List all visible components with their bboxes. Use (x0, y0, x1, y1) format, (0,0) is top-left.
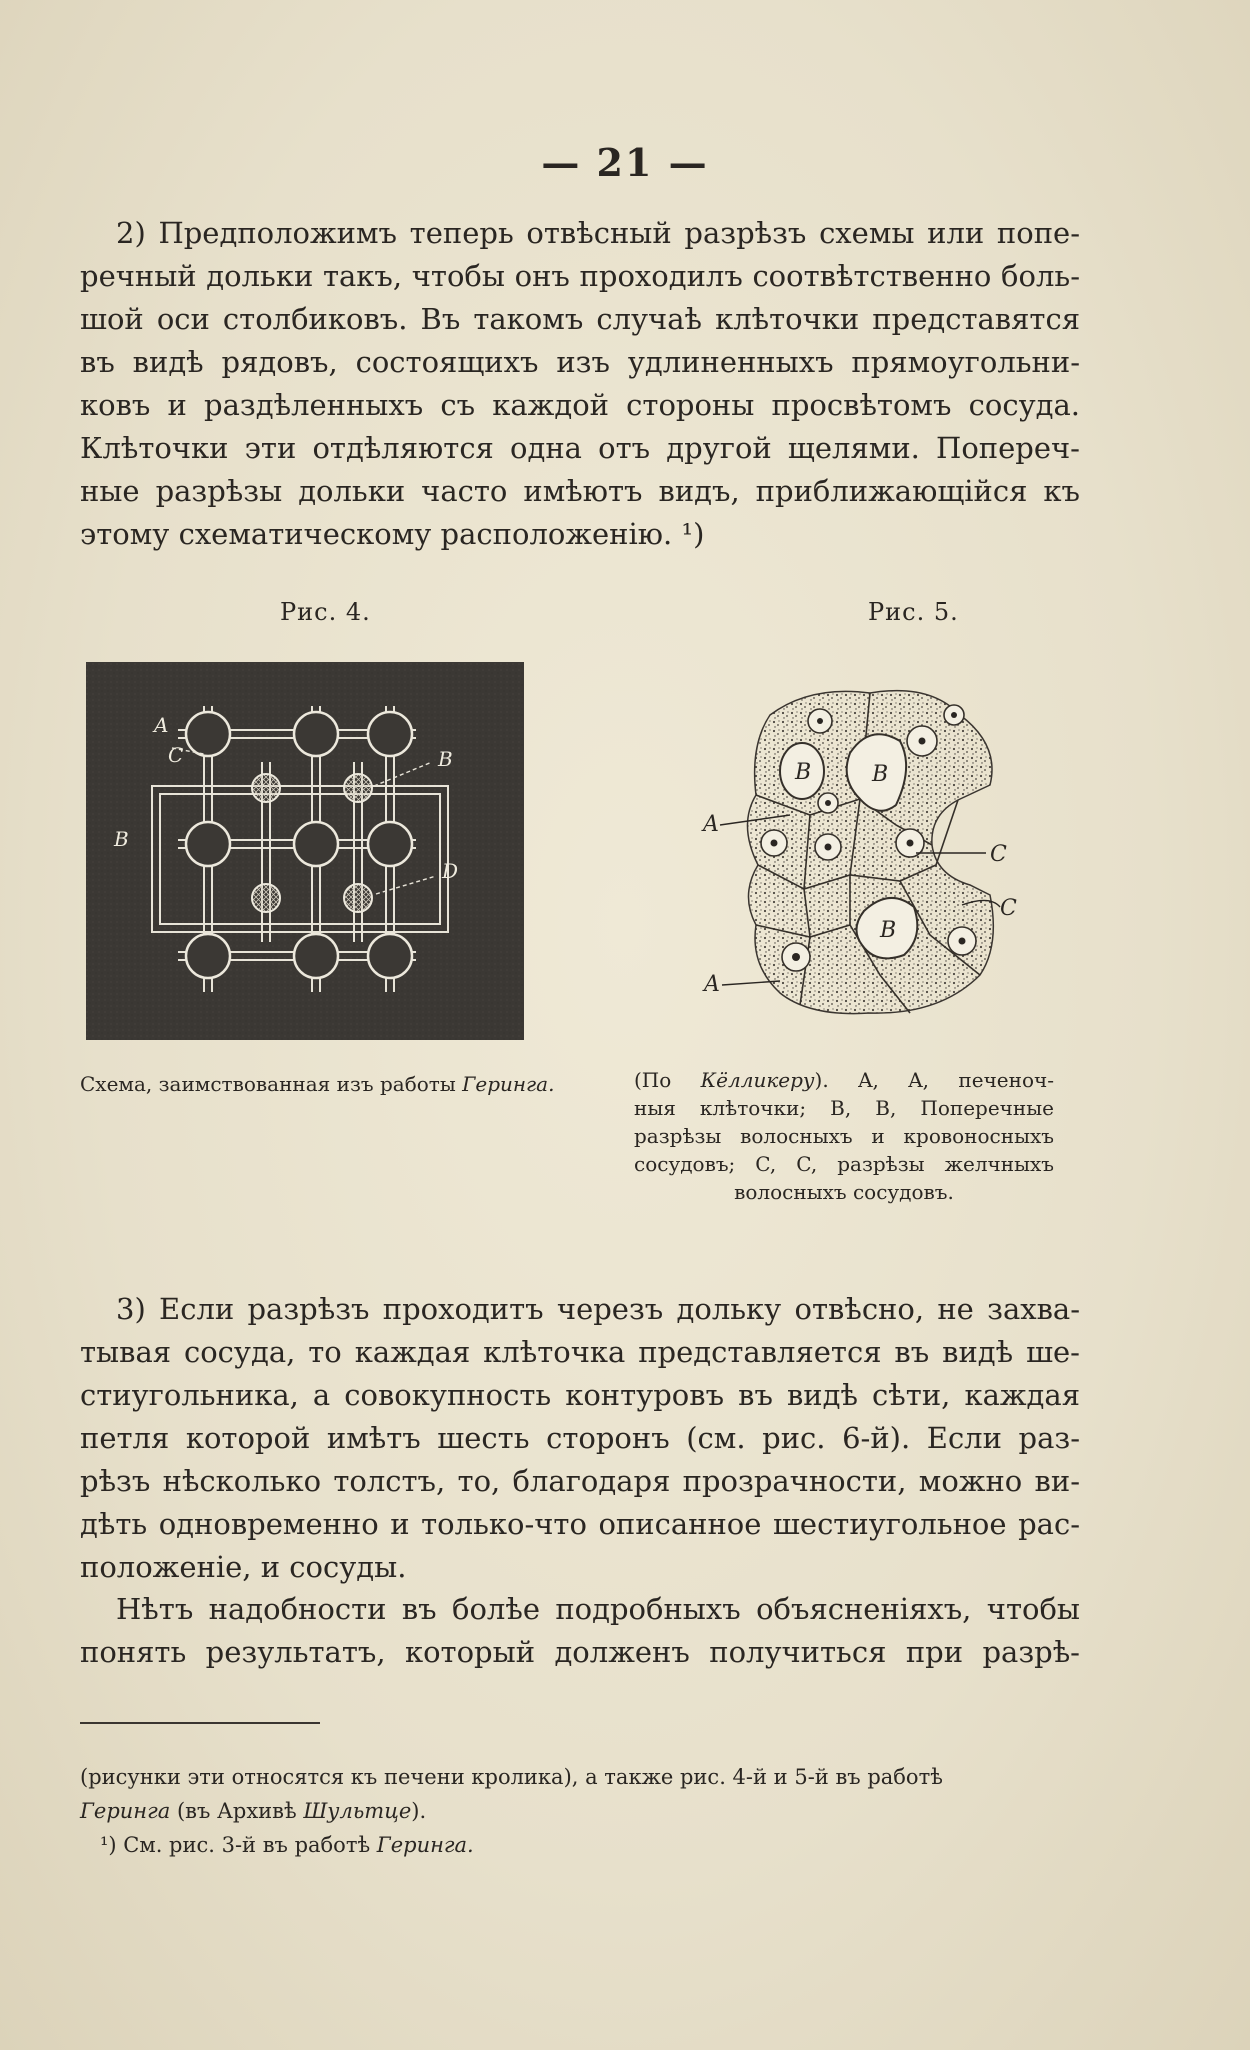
caption-text: Схема, заимствованная изъ работы (80, 1072, 463, 1096)
fig4-letter-b-left: B (114, 827, 129, 851)
figure-5-caption (634, 1066, 1054, 1206)
footnote-text: ). (411, 1799, 427, 1823)
text-line: петля которой имѣтъ шесть сторонъ (см. рис. 6-й). Если раз- (80, 1421, 1080, 1455)
fig4-letter-d: D (442, 859, 459, 883)
footnotes (80, 1760, 1080, 1862)
fig5-letter-a-bottom: A (704, 972, 720, 997)
caption-line: сосудовъ; C, C, разрѣзы желчныхъ (634, 1152, 1054, 1176)
text-line: ковъ и раздѣленныхъ съ каждой стороны просвѣтомъ сосуда. (80, 388, 1080, 422)
footnote-author: Геринга. (376, 1833, 474, 1857)
paragraph-4 (80, 1588, 1080, 1674)
text-line: речный дольки такъ, чтобы онъ проходилъ соотвѣтственно боль- (80, 259, 1080, 293)
fig5-letter-a-top: A (703, 812, 719, 837)
figure-4-label: Рис. 4. (280, 598, 371, 626)
text-line: дѣть одновременно и только-что описанное шестиугольное рас- (80, 1507, 1080, 1541)
caption-line: волосныхъ сосудовъ. (734, 1180, 954, 1204)
caption-line: разрѣзы волосныхъ и кровоносныхъ (634, 1124, 1054, 1148)
fig4-letter-a: A (154, 713, 169, 737)
text-line: въ видѣ рядовъ, состоящихъ изъ удлиненныхъ прямоугольни- (80, 345, 1080, 379)
footnote-divider (80, 1722, 320, 1724)
footnote-text: (въ Архивѣ (170, 1799, 304, 1823)
footnote-line (80, 1794, 1080, 1828)
paragraph-2 (80, 212, 1080, 556)
text-line: стиугольника, а совокупность контуровъ въ видѣ сѣти, каждая (80, 1378, 1080, 1412)
text-line: ные разрѣзы дольки часто имѣютъ видъ, приближающійся къ (80, 474, 1080, 508)
figure-5-label: Рис. 5. (868, 598, 959, 626)
text-line: понять результатъ, который долженъ получиться при разрѣ- (80, 1635, 1080, 1669)
caption-author: Кёлликеру (700, 1068, 815, 1092)
text-line: Клѣточки эти отдѣляются одна отъ другой щелями. Попереч- (80, 431, 1080, 465)
footnote-line (80, 1828, 1080, 1862)
fig5-letter-c-2: C (1000, 896, 1017, 921)
footnote-author: Геринга (80, 1799, 171, 1823)
fig4-letter-c: C (168, 743, 184, 767)
caption-author: Геринга. (462, 1072, 555, 1096)
text-line: 2) Предположимъ теперь отвѣсный разрѣзъ схемы или попе- (116, 216, 1080, 250)
caption-line: ныя клѣточки; B, B, Поперечные (634, 1096, 1054, 1120)
fig4-letter-b-right: B (438, 747, 453, 771)
text-line: 3) Если разрѣзъ проходитъ черезъ дольку отвѣсно, не захва- (116, 1292, 1080, 1326)
caption-line (634, 1066, 1054, 1094)
page-number: — 21 — (541, 140, 709, 185)
fig5-letter-b-1: B (795, 760, 812, 785)
text-line: шой оси столбиковъ. Въ такомъ случаѣ клѣточки представятся (80, 302, 1080, 336)
figure-5-drawing (700, 675, 1020, 1025)
figure-4-schema (86, 662, 524, 1040)
fig5-letter-c-1: C (990, 842, 1007, 867)
fig5-letter-b-2: B (872, 762, 889, 787)
paragraph-3 (80, 1288, 1080, 1589)
text-line: положеніе, и сосуды. (80, 1550, 407, 1584)
text-line: тывая сосуда, то каждая клѣточка представляется въ видѣ ше- (80, 1335, 1080, 1369)
figure-4-caption (80, 1070, 560, 1098)
text-line: Нѣтъ надобности въ болѣе подробныхъ объясненіяхъ, чтобы (116, 1592, 1080, 1626)
footnote-source: Шультце (303, 1799, 412, 1823)
text-line: рѣзъ нѣсколько толстъ, то, благодаря прозрачности, можно ви- (80, 1464, 1080, 1498)
caption-text: ). A, A, печеноч- (814, 1068, 1054, 1092)
footnote-line: (рисунки эти относятся къ печени кролика), а также рис. 4-й и 5-й въ работѣ (80, 1765, 943, 1789)
footnote-text: ¹) См. рис. 3-й въ работѣ (100, 1833, 377, 1857)
fig5-letter-b-3: B (880, 918, 897, 943)
text-line: этому схематическому расположенію. ¹) (80, 517, 705, 551)
caption-text: (По (634, 1068, 701, 1092)
